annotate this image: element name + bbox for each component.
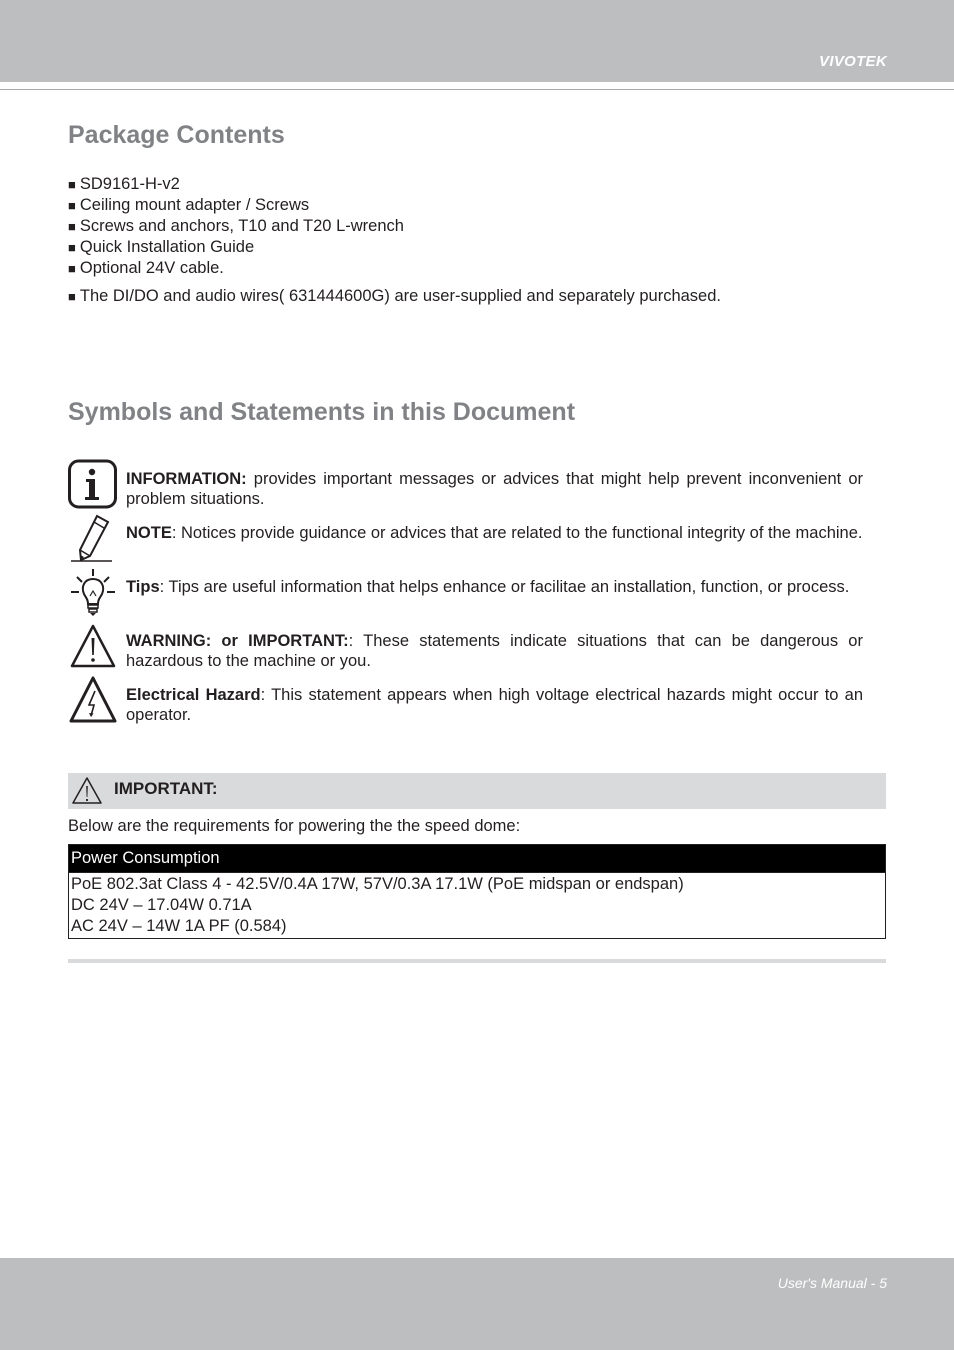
list-item: ■ Ceiling mount adapter / Screws [68, 196, 310, 214]
warning-triangle-icon [68, 621, 118, 671]
section-divider [68, 959, 886, 963]
information-statement: INFORMATION: provides important messages or advices that might help prevent inconvenient or problem situations. [126, 470, 863, 508]
table-header: Power Consumption [69, 845, 885, 872]
note-statement: NOTE: Notices provide guidance or advices that are related to the functional integrity of the machine. [126, 524, 863, 542]
header-divider [0, 89, 954, 90]
table-row: AC 24V – 14W 1A PF (0.584) [71, 917, 287, 935]
information-icon [68, 459, 118, 509]
list-item: ■ SD9161-H-v2 [68, 175, 180, 193]
list-item: ■ The DI/DO and audio wires( 631444600G) are user-supplied and separately purchased. [68, 287, 721, 305]
table-row: PoE 802.3at Class 4 - 42.5V/0.4A 17W, 57V/0.3A 17.1W (PoE midspan or endspan) [71, 875, 684, 893]
warning-triangle-icon [71, 776, 103, 806]
list-item: ■ Screws and anchors, T10 and T20 L-wrench [68, 217, 404, 235]
electrical-hazard-statement: Electrical Hazard: This statement appears when high voltage electrical hazards might occur to an operator. [126, 686, 864, 724]
header-band [0, 0, 954, 82]
list-item: ■ Optional 24V cable. [68, 259, 224, 277]
tips-statement: Tips: Tips are useful information that helps enhance or facilitae an installation, function, or process. [126, 578, 850, 596]
power-consumption-table [68, 844, 886, 939]
important-banner [68, 773, 886, 809]
electrical-hazard-icon [68, 675, 118, 725]
package-contents-list [68, 174, 721, 307]
list-item: ■ Quick Installation Guide [68, 238, 255, 256]
table-body [69, 872, 885, 938]
footer-band [0, 1258, 954, 1350]
pencil-note-icon [68, 513, 118, 563]
brand-name: VIVOTEK [819, 53, 887, 70]
table-row: DC 24V – 17.04W 0.71A [71, 896, 252, 914]
lightbulb-tips-icon [68, 567, 118, 617]
warning-statement: WARNING: or IMPORTANT:: These statements indicate situations that can be dangerous or hazardous to the machine or you. [126, 632, 863, 670]
package-contents-title: Package Contents [68, 121, 285, 149]
symbols-title: Symbols and Statements in this Document [68, 398, 576, 426]
page-number: User's Manual - 5 [777, 1275, 887, 1291]
power-requirements-intro: Below are the requirements for powering the the speed dome: [68, 817, 521, 835]
important-title: IMPORTANT: [114, 779, 218, 798]
